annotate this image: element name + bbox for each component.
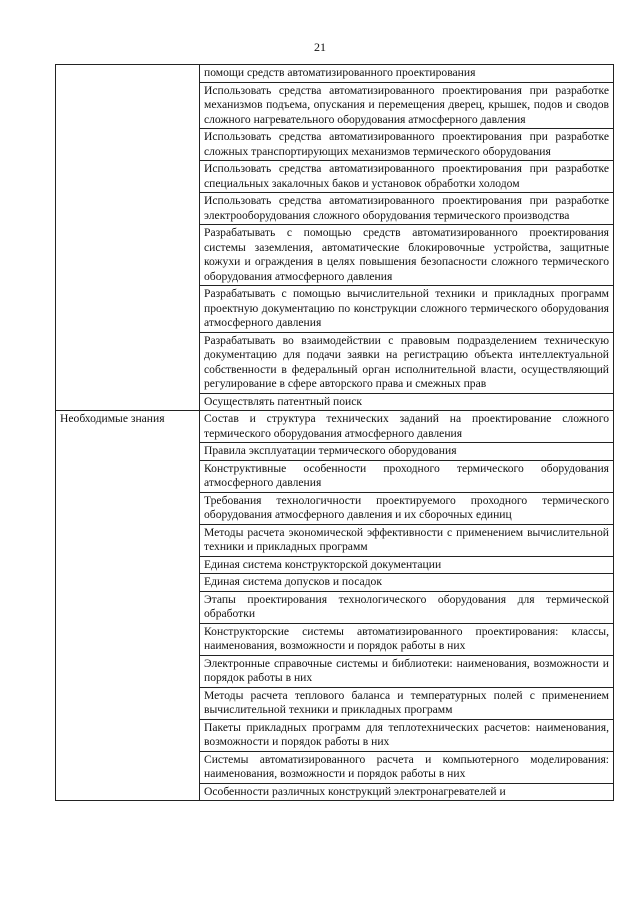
row-item: Методы расчета теплового баланса и температурных полей с применением вычислительной техники и прикладных программ	[200, 687, 614, 719]
row-item: Правила эксплуатации термического оборудования	[200, 443, 614, 461]
row-item: Осуществлять патентный поиск	[200, 393, 614, 411]
row-item: Использовать средства автоматизированного проектирования при разработке сложных транспортирующих механизмов термического оборудования	[200, 129, 614, 161]
row-item: Конструктивные особенности проходного термического оборудования атмосферного давления	[200, 460, 614, 492]
row-item: помощи средств автоматизированного проектирования	[200, 65, 614, 83]
row-item: Электронные справочные системы и библиотеки: наименования, возможности и порядок работы в них	[200, 655, 614, 687]
table-row	[56, 65, 614, 83]
row-item: Конструкторские системы автоматизированного проектирования: классы, наименования, возможности и порядок работы в них	[200, 623, 614, 655]
page-number: 21	[314, 40, 326, 54]
row-item: Состав и структура технических заданий на проектирование сложного термического оборудования атмосферного давления	[200, 411, 614, 443]
row-item: Разрабатывать во взаимодействии с правовым подразделением техническую документацию для подачи заявки на регистрацию объекта интеллектуальной собственности в федеральный орган исполнительной власти, осуществляющий регулирование в сфере авторского права и смежных прав	[200, 332, 614, 393]
row-item: Требования технологичности проектируемого проходного термического оборудования атмосферного давления и их сборочных единиц	[200, 492, 614, 524]
row-item: Особенности различных конструкций электронагревателей и	[200, 783, 614, 801]
row-label	[56, 65, 200, 411]
row-item: Использовать средства автоматизированного проектирования при разработке электрооборудования сложного оборудования термического производства	[200, 193, 614, 225]
row-item: Этапы проектирования технологического оборудования для термической обработки	[200, 591, 614, 623]
row-item: Использовать средства автоматизированного проектирования при разработке механизмов подъема, опускания и перемещения дверец, крышек, подов и сводов сложного нагревательного оборудования атмосферного давления	[200, 82, 614, 129]
competency-table	[55, 64, 614, 801]
row-item: Системы автоматизированного расчета и компьютерного моделирования: наименования, возможности и порядок работы в них	[200, 751, 614, 783]
row-item: Разрабатывать с помощью средств автоматизированного проектирования системы заземления, автоматические блокировочные устройства, защитные кожухи и ограждения в целях повышения безопасности сложного термического оборудования атмосферного давления	[200, 225, 614, 286]
table-row	[56, 411, 614, 443]
row-item: Использовать средства автоматизированного проектирования при разработке специальных закалочных баков и установок обработки холодом	[200, 161, 614, 193]
row-item: Единая система допусков и посадок	[200, 574, 614, 592]
row-item: Методы расчета экономической эффективности с применением вычислительной техники и прикладных программ	[200, 524, 614, 556]
row-item: Единая система конструкторской документации	[200, 556, 614, 574]
row-label: Необходимые знания	[56, 411, 200, 801]
row-item: Пакеты прикладных программ для теплотехнических расчетов: наименования, возможности и порядок работы в них	[200, 719, 614, 751]
row-item: Разрабатывать с помощью вычислительной техники и прикладных программ проектную документацию по конструкции сложного термического оборудования атмосферного давления	[200, 286, 614, 333]
